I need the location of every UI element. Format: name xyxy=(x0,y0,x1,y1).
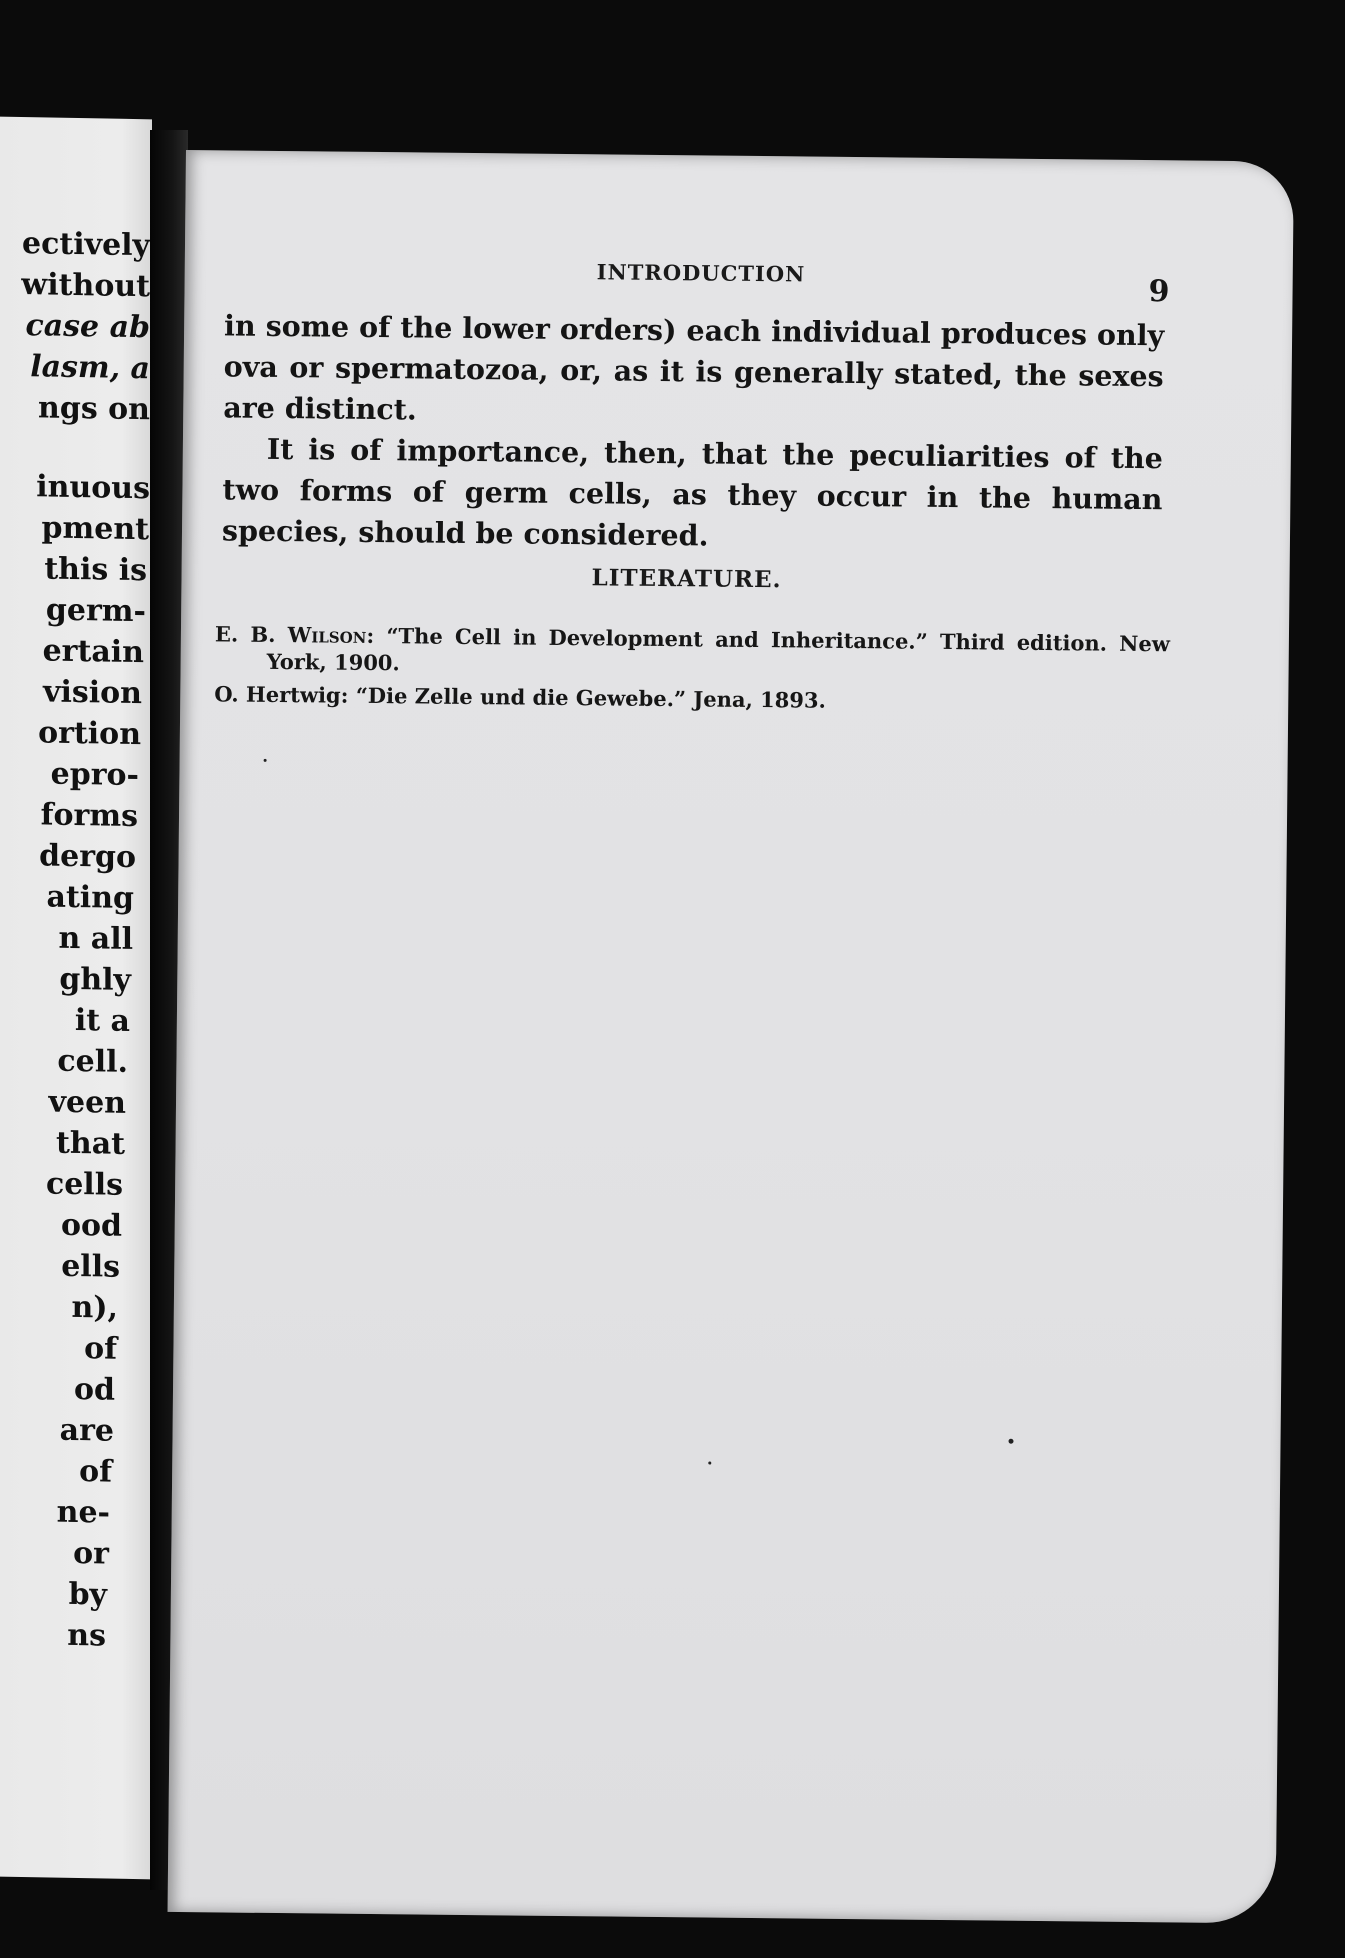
left-page-line-fragment: or xyxy=(73,1535,109,1572)
left-page-line-fragment: vision xyxy=(43,674,142,712)
reference-text: : “Die Zelle und die Gewebe.” Jena, 1893. xyxy=(340,682,827,713)
left-page-line-fragment: ells xyxy=(61,1248,120,1285)
left-page-line-fragment: dergo xyxy=(39,838,136,876)
left-page-line-fragment: n all xyxy=(58,920,133,957)
left-page-line-fragment: cells xyxy=(45,1166,123,1203)
paper-speck xyxy=(1008,1439,1013,1444)
reference-list xyxy=(214,620,1170,723)
book-page xyxy=(168,150,1294,1924)
literature-heading: LITERATURE. xyxy=(591,564,782,594)
left-page-line-fragment: ating xyxy=(46,879,134,917)
left-page-line-fragment: ectively xyxy=(22,226,150,264)
paper-speck xyxy=(708,1462,711,1465)
reference-initials: O. xyxy=(214,681,247,707)
left-page-line-fragment: germ- xyxy=(45,592,146,630)
left-page-line-fragment: ns xyxy=(67,1617,106,1654)
left-page-line-fragment: ortion xyxy=(38,715,141,753)
left-page-line-fragment: that xyxy=(56,1125,125,1162)
left-page-line-fragment: by xyxy=(68,1576,107,1613)
left-page-line-fragment: it a xyxy=(74,1002,130,1039)
paragraph: It is of importance, then, that the peculiarities of the two forms of germ cells, as they occur in the human species, should be considered. xyxy=(221,431,1164,553)
left-page-line-fragment: are xyxy=(59,1412,114,1449)
left-page-line-fragment: of xyxy=(84,1331,117,1367)
left-page-line-fragment: od xyxy=(74,1371,115,1408)
paragraph-continuation: in some of the lower orders) each individual produces only ova or spermatozoa, or, as it is generally stated, the sexes are distinct. xyxy=(223,308,1165,427)
reference-initials: E. B. xyxy=(214,621,288,648)
left-page-line-fragment: of xyxy=(79,1454,112,1490)
left-page-line-fragment: cell. xyxy=(57,1043,128,1080)
reference-author: Hertwig xyxy=(245,681,341,708)
running-head: INTRODUCTION xyxy=(596,259,806,287)
body-text xyxy=(222,305,1165,561)
previous-page-edge xyxy=(0,117,152,1880)
left-page-line-fragment: epro- xyxy=(50,756,139,794)
page-number: 9 xyxy=(1148,274,1170,310)
left-page-line-fragment: inuous xyxy=(36,469,150,507)
paper-speck xyxy=(264,759,267,762)
reference-item xyxy=(215,620,1171,684)
left-page-line-fragment: lasm, a xyxy=(30,349,150,387)
reference-text: : “The Cell in Development and Inheritance.” Third edition. New York, 1900. xyxy=(266,622,1171,676)
left-page-line-fragment: pment xyxy=(41,510,149,548)
left-page-line-fragment: case ab xyxy=(25,308,150,346)
left-page-line-fragment: ertain xyxy=(42,633,144,671)
left-page-line-fragment: n), xyxy=(71,1289,118,1326)
left-page-line-fragment: without xyxy=(21,267,150,305)
left-page-line-fragment: ghly xyxy=(59,961,131,998)
left-page-line-fragment: ood xyxy=(61,1207,122,1244)
left-page-line-fragment: this is xyxy=(44,551,147,589)
left-page-line-fragment: veen xyxy=(48,1084,126,1121)
left-page-line-fragment: forms xyxy=(40,797,138,835)
left-page-line-fragment: ngs on xyxy=(38,390,150,428)
left-page-line-fragment: ne- xyxy=(56,1494,110,1531)
reference-author: Wilson xyxy=(287,622,367,648)
reference-item xyxy=(214,680,1169,717)
